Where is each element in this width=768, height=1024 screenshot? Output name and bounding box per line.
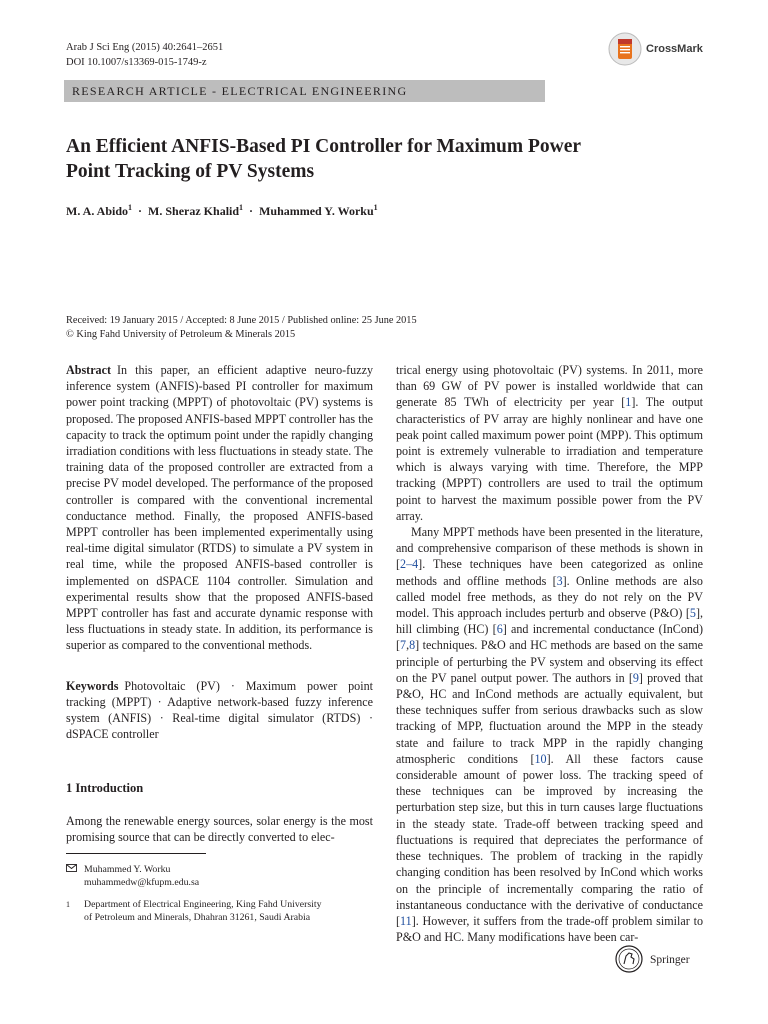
paragraph-text: ] techniques. P&O and HC methods are based on the same principle of perturbing the PV system and observing its effect on the PV panel output power. The authors in [ bbox=[396, 638, 703, 685]
affiliation-line-1: Department of Electrical Engineering, King Fahd University bbox=[84, 899, 322, 910]
author-name[interactable]: M. A. Abido bbox=[66, 204, 129, 218]
publisher-logo bbox=[614, 944, 714, 980]
dates-line: Received: 19 January 2015 / Accepted: 8 June 2015 / Published online: 25 June 2015 bbox=[66, 315, 417, 326]
crossmark-icon bbox=[608, 32, 642, 66]
citation-link[interactable]: 1 bbox=[625, 395, 632, 410]
abstract-label: Abstract bbox=[66, 363, 112, 377]
paragraph-text: Many MPPT methods have been presented in the literature, and comprehensive comparison of these methods is shown in [ bbox=[396, 525, 703, 572]
copyright-line: © King Fahd University of Petroleum & Minerals 2015 bbox=[66, 329, 296, 340]
corresponding-author-footnote bbox=[66, 863, 199, 889]
publisher-name: Springer bbox=[650, 954, 690, 966]
abstract bbox=[66, 362, 373, 654]
citation-link[interactable]: 8 bbox=[409, 638, 416, 653]
paragraph-text: ] and incremental conductance (InCond) [ bbox=[396, 622, 704, 653]
keywords-text: Photovoltaic (PV) · Maximum power point tracking (MPPT) · Adaptive network-based fuzzy inference system (ANFIS) · Real-time digital simulator (RTDS) · dSPACE controller bbox=[66, 678, 373, 742]
affiliation-footnote bbox=[66, 898, 322, 924]
publication-dates bbox=[66, 314, 417, 342]
author-affiliation-mark: 1 bbox=[239, 203, 244, 212]
keywords-label: Keywords bbox=[66, 678, 119, 693]
introduction-paragraph bbox=[396, 524, 703, 945]
citation-link[interactable]: 7 bbox=[400, 638, 407, 653]
author-name[interactable]: M. Sheraz Khalid bbox=[148, 204, 240, 218]
citation-link[interactable]: 3 bbox=[556, 573, 563, 588]
abstract-text: In this paper, an efficient adaptive neuro-fuzzy inference system (ANFIS)-based PI controller for maximum power point tracking (MPPT) of photovoltaic (PV) systems is proposed. The proposed ANFIS-based MPPT controller has the capacity to track the optimum point under the rapidly changing irradiation conditions with less fluctuations in steady state. The training data of the proposed controller are extracted from a precise PV model developed. The performance of the proposed controller is compared with the conventional incremental conductance method. Finally, the proposed ANFIS-based MPPT controller has been implemented experimentally using real-time digital simulator (RTDS) to simulate a PV system in real time, while the proposed ANFIS-based controller is implemented on dSPACE 1104 controller. Simulation and experimental results show that the proposed ANFIS-based MPPT controller has fast and accurate dynamic response with less fluctuations in steady state. In addition, its performance is superior as compared to the conventional methods. bbox=[66, 363, 373, 653]
crossmark-badge[interactable] bbox=[608, 32, 708, 66]
introduction-paragraph: Among the renewable energy sources, solar energy is the most promising source that can be directly converted to elec- bbox=[66, 814, 373, 845]
left-column bbox=[66, 362, 373, 742]
citation-link[interactable]: 5 bbox=[689, 606, 696, 621]
citation-link[interactable]: 9 bbox=[632, 670, 639, 685]
keywords bbox=[66, 678, 373, 743]
author-name[interactable]: Muhammed Y. Worku bbox=[259, 204, 374, 218]
section-heading-introduction: 1 Introduction bbox=[66, 781, 144, 795]
article-category-bar: RESEARCH ARTICLE - ELECTRICAL ENGINEERING bbox=[64, 80, 545, 102]
paragraph-text: , bbox=[406, 638, 410, 653]
citation-link[interactable]: 2–4 bbox=[400, 557, 419, 572]
paragraph-text: ]. These techniques have been categorized as online methods and offline methods [ bbox=[396, 557, 703, 588]
affiliation-number: 1 bbox=[66, 900, 70, 909]
author-separator: · bbox=[249, 204, 254, 218]
journal-header bbox=[66, 40, 223, 70]
paragraph-text: trical energy using photovoltaic (PV) systems. In 2011, more than 69 GW of PV power is installed worldwide that can generate 85 TWh of electricity per year [ bbox=[396, 363, 703, 410]
citation-link[interactable]: 10 bbox=[534, 751, 547, 766]
author-affiliation-mark: 1 bbox=[128, 203, 133, 212]
paragraph-text: ] proved that P&O, HC and InCond methods are actually equivalent, but these techniques suffer from serious drawbacks such as slow tracking of MPP, fluctuation around the MPP in the steady state and failure to track MPP in the rapidly changing atmospheric conditions [ bbox=[396, 670, 703, 766]
citation-link[interactable]: 11 bbox=[400, 913, 412, 928]
corresponding-author-email[interactable]: muhammedw@kfupm.edu.sa bbox=[84, 877, 200, 888]
footnote-divider bbox=[66, 853, 206, 854]
author-affiliation-mark: 1 bbox=[373, 203, 378, 212]
paragraph-text: ]. Online methods are also called model free methods, as they do not rely on the PV model. This approach includes perturb and observe (P&O) [ bbox=[396, 573, 703, 621]
author-separator: · bbox=[138, 204, 143, 218]
paragraph-text: ], hill climbing (HC) [ bbox=[396, 606, 703, 637]
paragraph-text: ]. The output characteristics of PV array are highly nonlinear and have one peak point called maximum power point (MPP). This optimum point is extremely vulnerable to irradiation and temperature which is always varying with time. Therefore, the MPP tracking (MPPT) controllers are used to trail the optimum point to harvest the maximum possible power from the PV array. bbox=[396, 395, 704, 523]
right-column bbox=[396, 362, 703, 945]
paper-title bbox=[66, 134, 686, 184]
title-line-1: An Efficient ANFIS-Based PI Controller for Maximum Power bbox=[66, 136, 582, 157]
citation-link[interactable]: 6 bbox=[496, 622, 503, 637]
doi[interactable]: DOI 10.1007/s13369-015-1749-z bbox=[66, 57, 207, 68]
affiliation-line-2: of Petroleum and Minerals, Dhahran 31261, Saudi Arabia bbox=[84, 912, 311, 923]
springer-horse-icon bbox=[614, 944, 644, 974]
corresponding-author-name: Muhammed Y. Worku bbox=[84, 864, 171, 875]
title-line-2: Point Tracking of PV Systems bbox=[66, 161, 315, 182]
crossmark-label: CrossMark bbox=[646, 43, 703, 55]
envelope-icon bbox=[66, 863, 84, 876]
introduction-paragraph bbox=[396, 362, 703, 524]
journal-citation: Arab J Sci Eng (2015) 40:2641–2651 bbox=[66, 42, 224, 53]
paragraph-text: ]. However, it suffers from the trade-off problem similar to P&O and HC. Many modifications have been car- bbox=[396, 913, 703, 945]
author-list bbox=[66, 203, 378, 219]
paragraph-text: ]. All these factors cause considerable amount of power loss. The tracking speed of these techniques can be improved by increasing the perturbation step size, but this in turn causes large fluctuations in the steady state. Trade-off between tracking speed and fluctuations is required that depreciates the performance of these techniques. The problem of tracking in the rapidly changing condition has been resolved by InCond which works on the principle of incrementally comparing the ratio of instantaneous conductance with the derivative of conductance [ bbox=[396, 751, 703, 928]
